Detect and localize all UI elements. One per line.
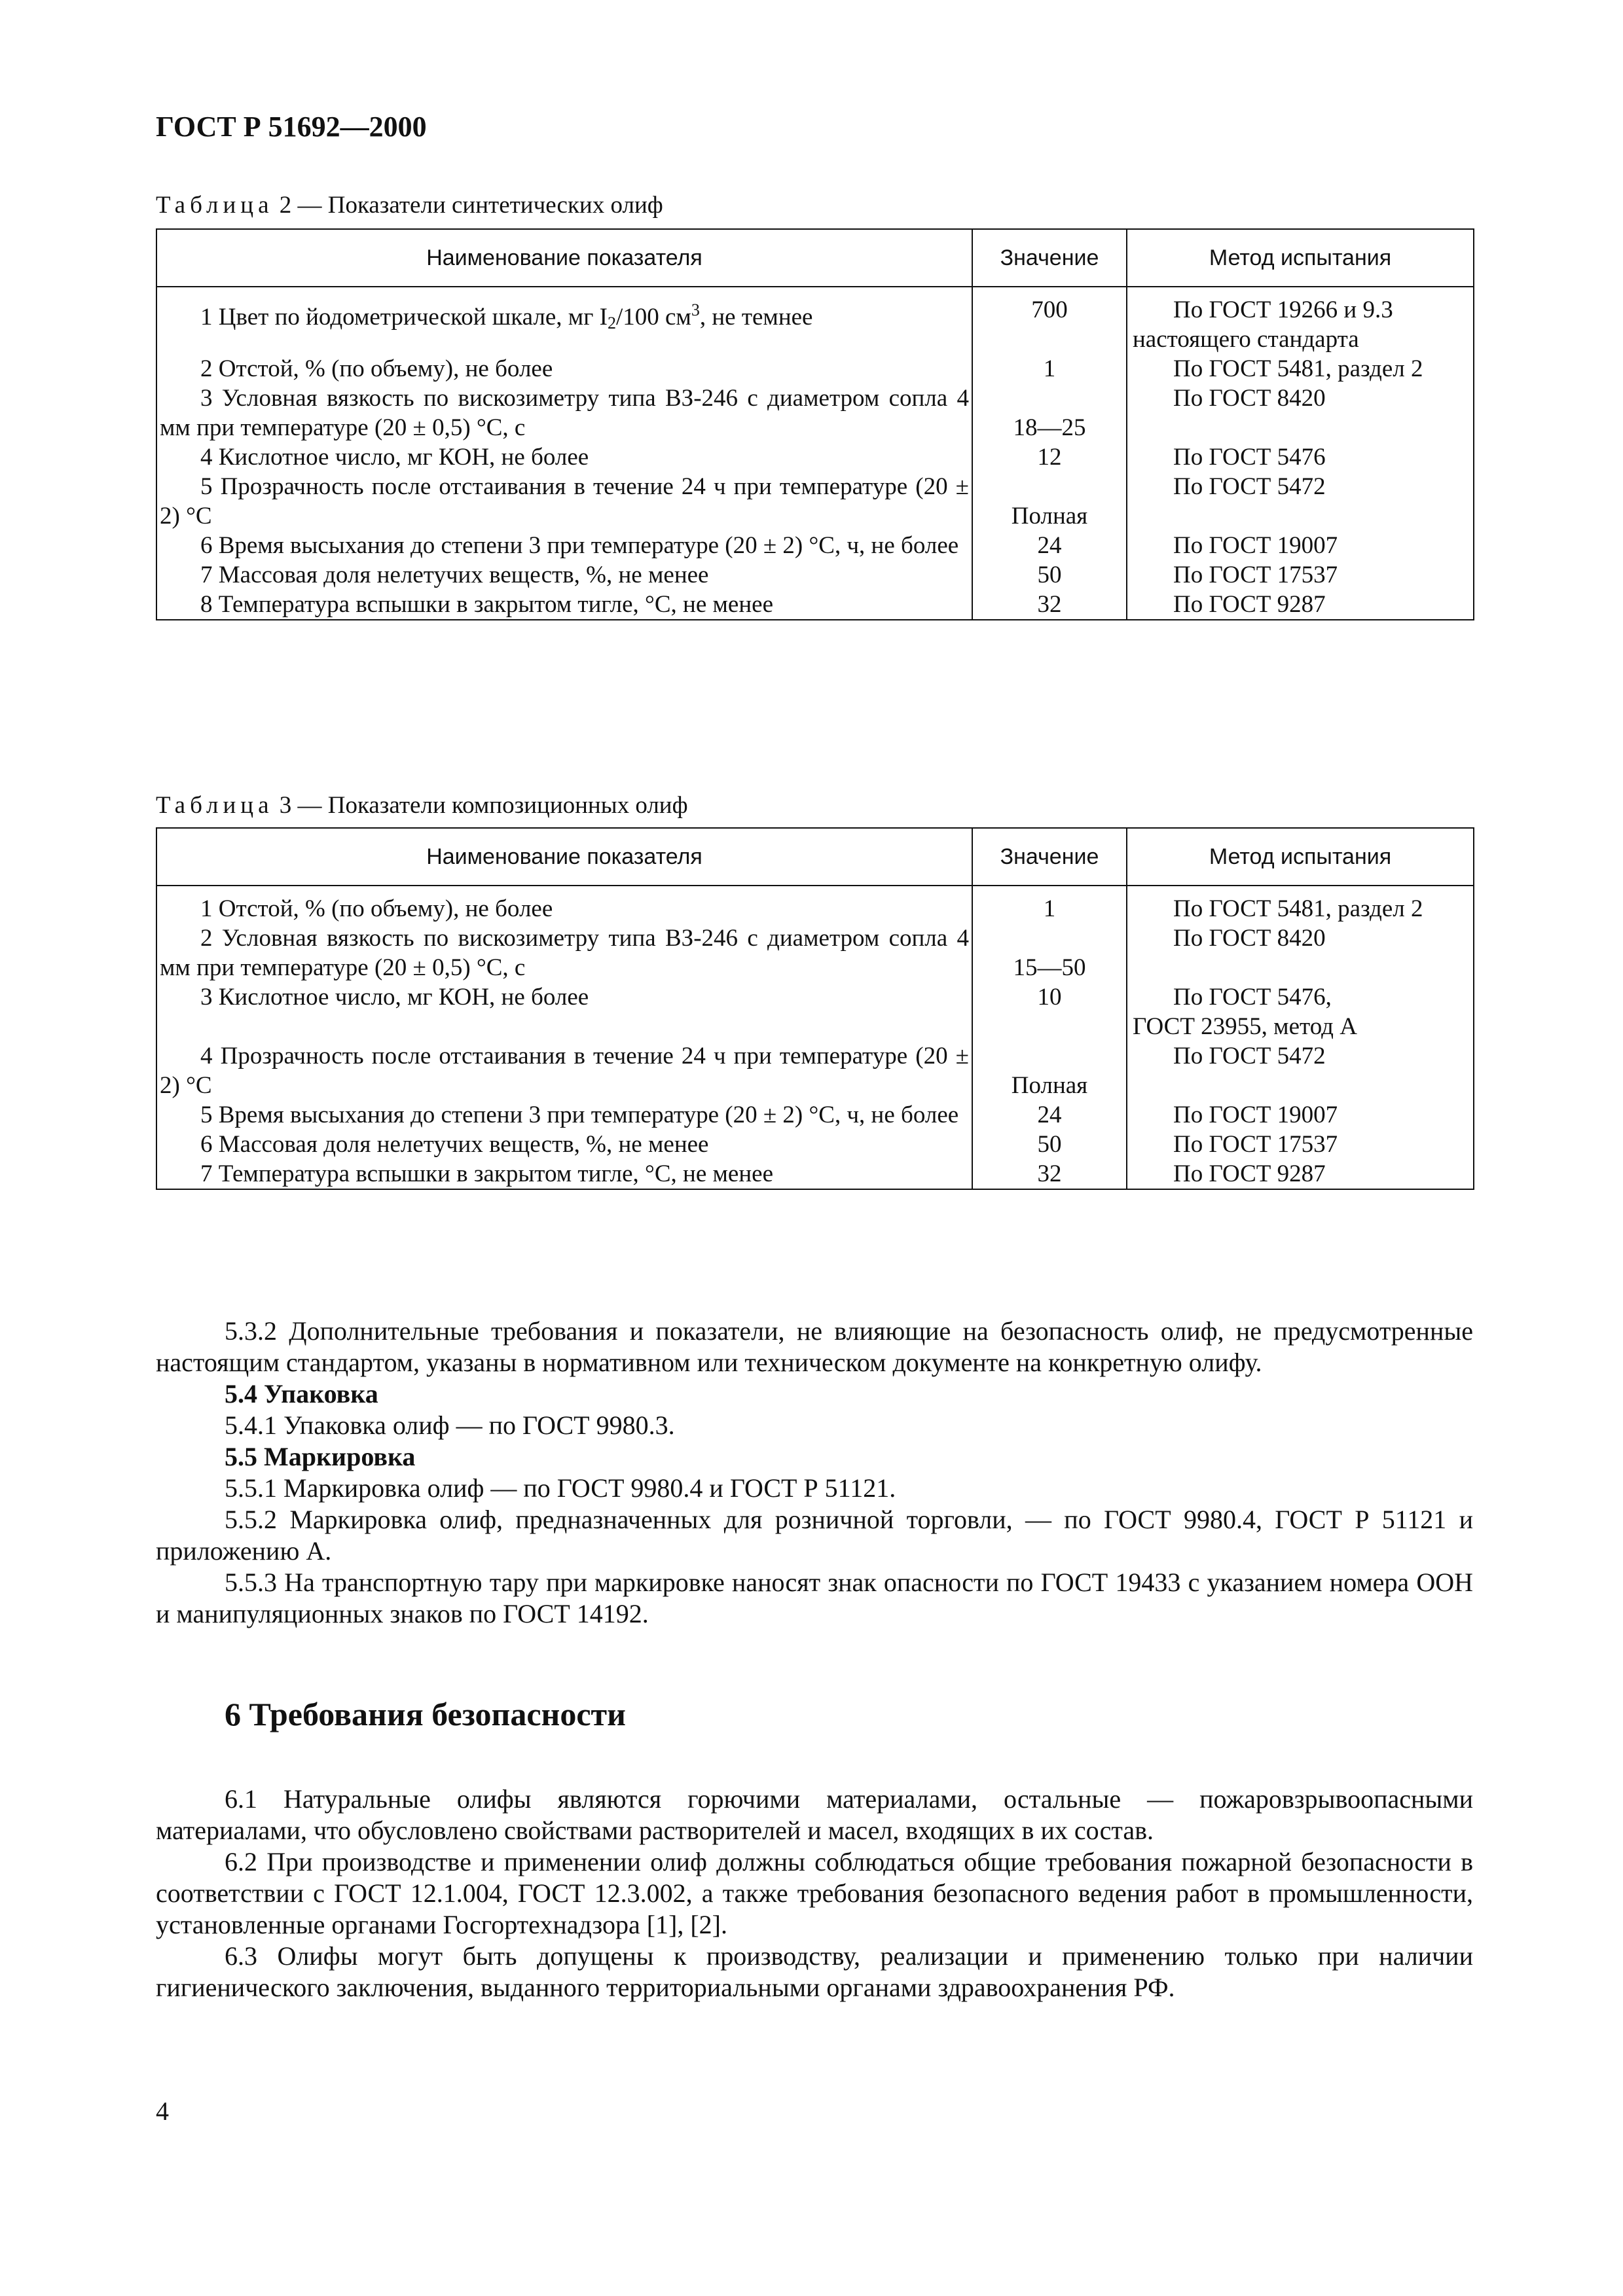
table2-caption-prefix: Таблица <box>156 192 274 219</box>
table2-row2-name: 2 Отстой, % (по объему), не более <box>156 354 972 384</box>
table2-row1-value: 700 <box>972 287 1127 354</box>
table2 <box>156 228 1474 620</box>
table2-col-name: Наименование показателя <box>156 229 972 287</box>
table2-row5-name: 5 Прозрачность после отстаивания в течение 24 ч при температуре (20 ± 2) °С <box>156 472 972 531</box>
table2-row6-method: По ГОСТ 19007 <box>1127 531 1474 560</box>
table3-row1-name: 1 Отстой, % (по объему), не более <box>156 886 972 924</box>
table3-row5-value: 24 <box>972 1100 1127 1130</box>
table3-row6-value: 50 <box>972 1130 1127 1159</box>
paragraph-6-1: 6.1 Натуральные олифы являются горючими материалами, остальные — пожаровзрывоопасными материалами, что обусловлено свойствами растворителей и масел, входящих в их состав. <box>156 1784 1473 1845</box>
section-5-text <box>156 1316 1473 1630</box>
table3-row1-method: По ГОСТ 5481, раздел 2 <box>1127 886 1474 924</box>
table2-row2-method: По ГОСТ 5481, раздел 2 <box>1127 354 1474 384</box>
table3-row2-method: По ГОСТ 8420 <box>1127 924 1474 982</box>
paragraph-5-5-3: 5.5.3 На транспортную тару при маркировке наносят знак опасности по ГОСТ 19433 с указанием номера ООН и манипуляционных знаков по ГОСТ 14192. <box>156 1568 1473 1628</box>
table3-row7-name: 7 Температура вспышки в закрытом тигле, °С, не менее <box>156 1159 972 1189</box>
table3-row3-name: 3 Кислотное число, мг КОН, не более <box>156 982 972 1041</box>
heading-5-5: 5.5 Маркировка <box>225 1442 416 1471</box>
table-row <box>156 1159 1474 1189</box>
table3-row3-value: 10 <box>972 982 1127 1041</box>
section-6-text <box>156 1784 1473 2003</box>
table3-row4-method: По ГОСТ 5472 <box>1127 1041 1474 1100</box>
paragraph-5-5-2: 5.5.2 Маркировка олиф, предназначенных для розничной торговли, — по ГОСТ 9980.4, ГОСТ Р 51121 и приложению А. <box>156 1505 1473 1566</box>
table2-row4-value: 12 <box>972 442 1127 472</box>
table3-caption <box>156 791 688 819</box>
table3-caption-text: 3 — Показатели композиционных олиф <box>279 792 688 819</box>
table3-row7-method: По ГОСТ 9287 <box>1127 1159 1474 1189</box>
table2-row2-value: 1 <box>972 354 1127 384</box>
paragraph-6-2: 6.2 При производстве и применении олиф должны соблюдаться общие требования пожарной безопасности в соответствии с ГОСТ 12.1.004, ГОСТ 12.3.002, а также требования безопасного ведения работ в промышленности, установленные органами Госгортехнадзора [1], [2]. <box>156 1847 1473 1939</box>
table2-row3-name: 3 Условная вязкость по вискозиметру типа ВЗ-246 с диаметром сопла 4 мм при температуре (20 ± 0,5) °С, с <box>156 384 972 442</box>
table3-row6-name: 6 Массовая доля нелетучих веществ, %, не менее <box>156 1130 972 1159</box>
table2-row1-method: По ГОСТ 19266 и 9.3 настоящего стандарта <box>1127 287 1474 354</box>
table2-row6-value: 24 <box>972 531 1127 560</box>
table3-row4-value: Полная <box>972 1041 1127 1100</box>
table2-col-method: Метод испытания <box>1127 229 1474 287</box>
table-row <box>156 472 1474 531</box>
table2-row8-method: По ГОСТ 9287 <box>1127 590 1474 620</box>
table2-col-value: Значение <box>972 229 1127 287</box>
table3-row3-method: По ГОСТ 5476, ГОСТ 23955, метод А <box>1127 982 1474 1041</box>
table3-row7-value: 32 <box>972 1159 1127 1189</box>
table2-row1-name: 1 Цвет по йодометрической шкале, мг $I_2/100$ $см^3$, не темнее <box>156 287 972 354</box>
table3-row1-value: 1 <box>972 886 1127 924</box>
table2-row5-method: По ГОСТ 5472 <box>1127 472 1474 531</box>
table2-row8-value: 32 <box>972 590 1127 620</box>
table2-row8-name: 8 Температура вспышки в закрытом тигле, °С, не менее <box>156 590 972 620</box>
paragraph-5-4-1: 5.4.1 Упаковка олиф — по ГОСТ 9980.3. <box>225 1410 675 1440</box>
table2-row4-method: По ГОСТ 5476 <box>1127 442 1474 472</box>
table3-caption-prefix: Таблица <box>156 792 274 819</box>
table2-caption-text: 2 — Показатели синтетических олиф <box>279 192 663 219</box>
table3-row2-value: 15—50 <box>972 924 1127 982</box>
table-row <box>156 1100 1474 1130</box>
table3-row6-method: По ГОСТ 17537 <box>1127 1130 1474 1159</box>
table-row <box>156 442 1474 472</box>
table2-row7-value: 50 <box>972 560 1127 590</box>
table2-row3-method: По ГОСТ 8420 <box>1127 384 1474 442</box>
table3-row2-name: 2 Условная вязкость по вискозиметру типа ВЗ-246 с диаметром сопла 4 мм при температуре (20 ± 0,5) °С, с <box>156 924 972 982</box>
table-row <box>156 354 1474 384</box>
heading-5-4: 5.4 Упаковка <box>225 1379 378 1408</box>
table3-row5-name: 5 Время высыхания до степени 3 при температуре (20 ± 2) °С, ч, не более <box>156 1100 972 1130</box>
table3-col-value: Значение <box>972 828 1127 886</box>
table2-row6-name: 6 Время высыхания до степени 3 при температуре (20 ± 2) °С, ч, не более <box>156 531 972 560</box>
table-row <box>156 287 1474 354</box>
paragraph-6-3: 6.3 Олифы могут быть допущены к производству, реализации и применению только при наличии гигиенического заключения, выданного территориальными органами здравоохранения РФ. <box>156 1941 1473 2002</box>
table-row <box>156 886 1474 924</box>
table3-col-name: Наименование показателя <box>156 828 972 886</box>
table-row <box>156 531 1474 560</box>
page-number: 4 <box>156 2096 169 2126</box>
table2-row5-value: Полная <box>972 472 1127 531</box>
table2-caption <box>156 191 663 219</box>
table2-header-row <box>156 229 1474 287</box>
table3-row5-method: По ГОСТ 19007 <box>1127 1100 1474 1130</box>
section-6-heading: 6 Требования безопасности <box>225 1696 626 1732</box>
table3-header-row <box>156 828 1474 886</box>
table-row <box>156 1041 1474 1100</box>
table2-row7-name: 7 Массовая доля нелетучих веществ, %, не менее <box>156 560 972 590</box>
table-row <box>156 590 1474 620</box>
paragraph-5-5-1: 5.5.1 Маркировка олиф — по ГОСТ 9980.4 и ГОСТ Р 51121. <box>225 1473 896 1503</box>
table2-row4-name: 4 Кислотное число, мг КОН, не более <box>156 442 972 472</box>
table-row <box>156 982 1474 1041</box>
table-row <box>156 1130 1474 1159</box>
table-row <box>156 924 1474 982</box>
paragraph-5-3-2: 5.3.2 Дополнительные требования и показатели, не влияющие на безопасность олиф, не предусмотренные настоящим стандартом, указаны в нормативном или техническом документе на конкретную олифу. <box>156 1316 1473 1377</box>
table2-row7-method: По ГОСТ 17537 <box>1127 560 1474 590</box>
table3-row4-name: 4 Прозрачность после отстаивания в течение 24 ч при температуре (20 ± 2) °С <box>156 1041 972 1100</box>
table3 <box>156 827 1474 1190</box>
table3-col-method: Метод испытания <box>1127 828 1474 886</box>
table-row <box>156 384 1474 442</box>
table-row <box>156 560 1474 590</box>
document-header: ГОСТ Р 51692—2000 <box>156 111 427 143</box>
table2-row3-value: 18—25 <box>972 384 1127 442</box>
